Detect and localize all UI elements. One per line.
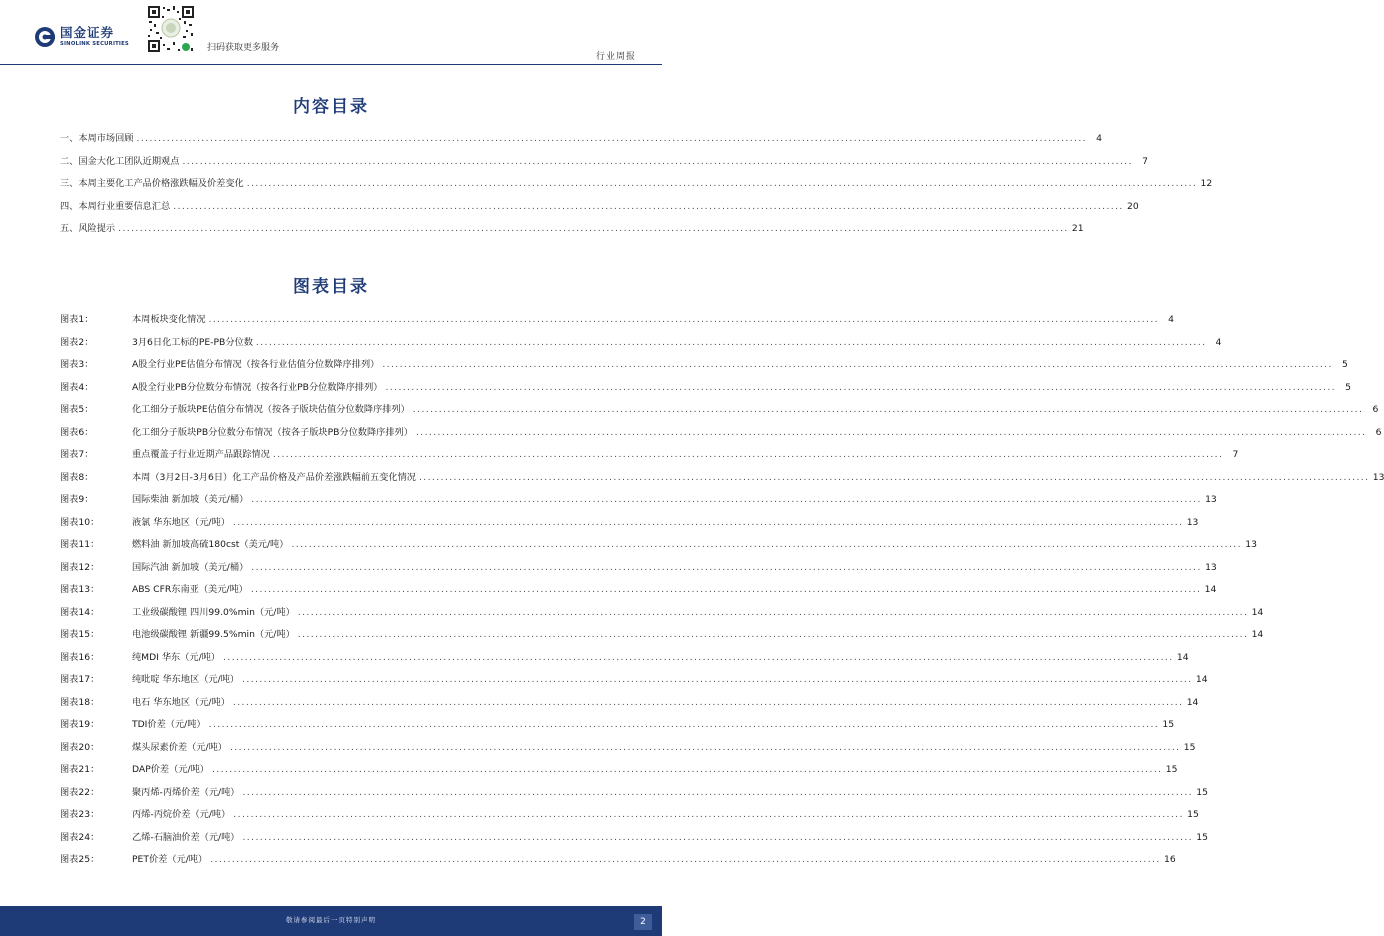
contents-list	[60, 130, 1213, 243]
figure-entry-page: 15	[1196, 831, 1208, 843]
figure-entry-page: 4	[1215, 336, 1222, 348]
leader-dots: ............................................................................................................................................................................................................................	[418, 471, 1370, 483]
figure-entry[interactable]	[60, 784, 1208, 807]
figure-entry-page: 14	[1195, 674, 1208, 685]
leader-dots: ............................................................................................................................................................................................................................	[291, 539, 1242, 550]
contents-entry-label: 五、风险提示	[60, 223, 116, 234]
figure-entry[interactable]	[60, 491, 1217, 514]
company-logo	[34, 26, 129, 48]
figure-entry-title: 煤头尿素价差（元/吨）	[132, 741, 227, 753]
contents-entry-label: 一、本周市场回顾	[60, 133, 134, 144]
figure-entry[interactable]	[60, 851, 1176, 874]
figure-entry-label: 图表2：	[60, 336, 94, 348]
figure-entry[interactable]	[60, 311, 1174, 334]
figure-entry[interactable]	[60, 401, 1379, 424]
leader-dots: ............................................................................................................................................................................................................................	[250, 584, 1202, 595]
contents-entry[interactable]	[60, 130, 1102, 153]
figure-entry-page: 14	[1251, 606, 1264, 618]
figure-entry-page: 13	[1186, 516, 1199, 528]
leader-dots: ............................................................................................................................................................................................................................	[232, 696, 1184, 708]
figure-entry[interactable]	[60, 626, 1264, 649]
page-number: 2	[634, 914, 652, 930]
figure-entry-label: 图表19：	[60, 719, 100, 730]
leader-dots: ............................................................................................................................................................................................................................	[208, 719, 1160, 730]
figure-entry-page: 14	[1204, 584, 1217, 595]
figure-entry-title: PET价差（元/吨）	[132, 854, 208, 865]
contents-heading: 内容目录	[293, 97, 369, 117]
figure-entry[interactable]	[60, 604, 1264, 627]
figure-entry-label: 图表13：	[60, 584, 100, 595]
contents-entry[interactable]	[60, 175, 1213, 198]
leader-dots: ............................................................................................................................................................................................................................	[233, 809, 1184, 820]
leader-dots: ............................................................................................................................................................................................................................	[210, 854, 1161, 865]
figure-entry-title: DAP价差（元/吨）	[132, 764, 209, 775]
leader-dots: ............................................................................................................................................................................................................................	[251, 494, 1202, 505]
contents-entry-page: 21	[1071, 223, 1084, 234]
contents-entry-page: 12	[1200, 178, 1213, 189]
contents-entry-page: 7	[1142, 155, 1148, 167]
figure-entry-label: 图表22：	[60, 786, 100, 798]
figure-entry-label: 图表5：	[60, 404, 94, 415]
figure-entry-title: 工业级碳酸锂 四川99.0%min（元/吨）	[132, 606, 295, 618]
figure-entry-title: 化工细分子版块PB分位数分布情况（按各子版块PB分位数降序排列）	[132, 426, 413, 438]
leader-dots: ............................................................................................................................................................................................................................	[242, 674, 1193, 685]
figure-entry-title: 液氯 华东地区（元/吨）	[132, 516, 230, 528]
figure-entry-label: 图表6：	[60, 426, 94, 438]
figure-entry-title: 乙烯-石脑油价差（元/吨）	[132, 831, 240, 843]
figure-entry-title: 本周（3月2日-3月6日）化工产品价格及产品价差涨跌幅前五变化情况	[132, 471, 416, 483]
qr-code-icon	[146, 4, 196, 54]
figure-entry-title: ABS CFR东南亚（美元/吨）	[132, 584, 248, 595]
leader-dots: ............................................................................................................................................................................................................................	[412, 404, 1364, 415]
leader-dots: ............................................................................................................................................................................................................................	[297, 629, 1249, 640]
figure-entry-label: 图表12：	[60, 561, 100, 573]
figure-entry-title: 丙烯-丙烷价差（元/吨）	[132, 809, 231, 820]
figure-entry-page: 15	[1196, 786, 1208, 798]
qr-caption: 扫码获取更多服务	[207, 43, 280, 53]
figure-entry-page: 13	[1205, 494, 1217, 505]
figure-entry-label: 图表25：	[60, 854, 100, 865]
figure-entry-title: 重点覆盖子行业近期产品跟踪情况	[132, 449, 270, 460]
figure-entry[interactable]	[60, 829, 1208, 852]
leader-dots: ............................................................................................................................................................................................................................	[385, 381, 1336, 393]
figure-entry-title: A股全行业PB分位数分布情况（按各行业PB分位数降序排列）	[132, 381, 383, 393]
figure-entry-page: 15	[1165, 764, 1178, 775]
figure-entry[interactable]	[60, 649, 1189, 672]
figure-entry[interactable]	[60, 379, 1351, 402]
figure-entry-label: 图表20：	[60, 741, 100, 753]
leader-dots: ............................................................................................................................................................................................................................	[118, 223, 1069, 234]
leader-dots: ............................................................................................................................................................................................................................	[272, 449, 1224, 460]
leader-dots: ............................................................................................................................................................................................................................	[242, 831, 1193, 843]
figure-entry-page: 7	[1232, 449, 1239, 460]
figure-entry-label: 图表17：	[60, 674, 100, 685]
figure-entry-label: 图表14：	[60, 606, 100, 618]
figure-entry-title: 本周板块变化情况	[132, 314, 206, 325]
figure-entry-page: 14	[1251, 629, 1264, 640]
figure-entry[interactable]	[60, 424, 1382, 447]
figure-entry-label: 图表8：	[60, 471, 94, 483]
leader-dots: ............................................................................................................................................................................................................................	[246, 178, 1198, 189]
figure-entry[interactable]	[60, 559, 1217, 582]
leader-dots: ............................................................................................................................................................................................................................	[232, 516, 1184, 528]
figure-entry-title: 纯吡啶 华东地区（元/吨）	[132, 674, 240, 685]
footer-disclaimer: 敬请参阅最后一页特别声明	[286, 916, 376, 924]
figure-entry-page: 15	[1183, 741, 1196, 753]
figure-entry[interactable]	[60, 334, 1222, 357]
figure-entry-title: 国际柴油 新加坡（美元/桶）	[132, 494, 249, 505]
page-header	[0, 0, 662, 64]
figure-entry-label: 图表23：	[60, 809, 100, 820]
leader-dots: ............................................................................................................................................................................................................................	[223, 651, 1174, 663]
contents-entry-label: 三、本周主要化工产品价格涨跌幅及价差变化	[60, 178, 244, 189]
leader-dots: ............................................................................................................................................................................................................................	[208, 314, 1159, 325]
figures-list	[60, 311, 1384, 874]
figure-entry-label: 图表7：	[60, 449, 94, 460]
contents-entry[interactable]	[60, 220, 1084, 243]
contents-entry[interactable]	[60, 153, 1148, 176]
figure-entry-title: 电池级碳酸锂 新疆99.5%min（元/吨）	[132, 629, 295, 640]
figure-entry-title: TDI价差（元/吨）	[132, 719, 206, 730]
contents-entry-label: 二、国金大化工团队近期观点	[60, 155, 180, 167]
figure-entry[interactable]	[60, 446, 1239, 469]
figure-entry-title: 电石 华东地区（元/吨）	[132, 696, 230, 708]
logo-mark-icon	[34, 26, 56, 48]
figure-entry[interactable]	[60, 514, 1199, 537]
figure-entry-label: 图表15：	[60, 629, 100, 640]
leader-dots: ............................................................................................................................................................................................................................	[229, 741, 1181, 753]
leader-dots: ............................................................................................................................................................................................................................	[182, 155, 1133, 167]
leader-dots: ............................................................................................................................................................................................................................	[251, 561, 1202, 573]
figure-entry-label: 图表4：	[60, 381, 94, 393]
figure-entry-page: 14	[1176, 651, 1189, 663]
figure-entry[interactable]	[60, 356, 1348, 379]
figure-entry-page: 16	[1163, 854, 1176, 865]
figure-entry-page: 13	[1205, 561, 1217, 573]
leader-dots: ............................................................................................................................................................................................................................	[242, 786, 1193, 798]
company-name-cn: 国金证券	[60, 25, 115, 41]
figure-entry-title: 燃料油 新加坡高硫180cst（美元/吨）	[132, 539, 289, 550]
figure-entry[interactable]	[60, 739, 1196, 762]
leader-dots: ............................................................................................................................................................................................................................	[136, 133, 1087, 144]
figure-entry-label: 图表11：	[60, 539, 100, 550]
figure-entry[interactable]	[60, 716, 1175, 739]
figure-entry-page: 13	[1245, 539, 1257, 550]
figure-entry-label: 图表10：	[60, 516, 100, 528]
figure-entry-label: 图表24：	[60, 831, 100, 843]
leader-dots: ............................................................................................................................................................................................................................	[297, 606, 1249, 618]
figure-entry[interactable]	[60, 694, 1199, 717]
page-footer	[0, 906, 662, 936]
leader-dots: ............................................................................................................................................................................................................................	[173, 200, 1124, 212]
figure-entry[interactable]	[60, 806, 1199, 829]
figure-entry-label: 图表3：	[60, 359, 94, 370]
figure-entry-page: 13	[1372, 471, 1384, 483]
figure-entry-page: 15	[1187, 809, 1199, 820]
figure-entry[interactable]	[60, 581, 1217, 604]
figure-entry[interactable]	[60, 761, 1178, 784]
figure-entry-page: 15	[1162, 719, 1175, 730]
figure-entry-title: 3月6日化工标的PE-PB分位数	[132, 336, 253, 348]
figure-entry-title: 国际汽油 新加坡（美元/桶）	[132, 561, 249, 573]
figure-entry-label: 图表1：	[60, 314, 94, 325]
figure-entry-page: 6	[1375, 426, 1382, 438]
figure-entry-label: 图表9：	[60, 494, 94, 505]
header-divider	[0, 64, 662, 65]
leader-dots: ............................................................................................................................................................................................................................	[255, 336, 1207, 348]
figure-entry-page: 6	[1372, 404, 1379, 415]
leader-dots: ............................................................................................................................................................................................................................	[382, 359, 1333, 370]
report-category: 行业周报	[595, 52, 636, 62]
figure-entry-label: 图表16：	[60, 651, 100, 663]
figures-heading: 图表目录	[293, 277, 369, 297]
company-name-en: SINOLINK SECURITIES	[60, 40, 129, 47]
figure-entry-page: 14	[1186, 696, 1199, 708]
figure-entry-title: A股全行业PE估值分布情况（按各行业估值分位数降序排列）	[132, 359, 380, 370]
figure-entry-title: 聚丙烯-丙烯价差（元/吨）	[132, 786, 240, 798]
figure-entry-label: 图表18：	[60, 696, 100, 708]
figure-entry-page: 5	[1345, 381, 1351, 393]
contents-entry-label: 四、本周行业重要信息汇总	[60, 200, 171, 212]
figure-entry[interactable]	[60, 469, 1384, 492]
figure-entry-page: 5	[1341, 359, 1348, 370]
figure-entry-title: 化工细分子版块PE估值分布情况（按各子版块估值分位数降序排列）	[132, 404, 410, 415]
contents-entry[interactable]	[60, 198, 1139, 221]
contents-entry-page: 4	[1096, 133, 1102, 144]
leader-dots: ............................................................................................................................................................................................................................	[211, 764, 1163, 775]
figure-entry[interactable]	[60, 536, 1257, 559]
figure-entry[interactable]	[60, 671, 1208, 694]
contents-entry-page: 20	[1127, 200, 1139, 212]
figure-entry-page: 4	[1168, 314, 1174, 325]
figure-entry-title: 纯MDI 华东（元/吨）	[132, 651, 221, 663]
figure-entry-label: 图表21：	[60, 764, 100, 775]
leader-dots: ............................................................................................................................................................................................................................	[415, 426, 1367, 438]
